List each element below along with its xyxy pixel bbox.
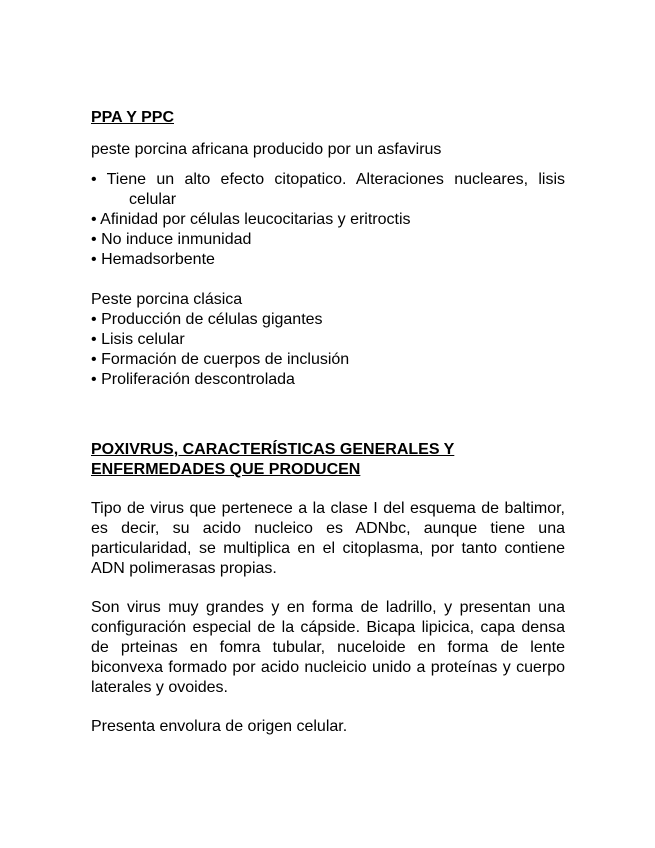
list-item: [91, 370, 565, 390]
list-item-text: Lisis celular: [101, 331, 185, 348]
list-item-text: Tiene un alto efecto citopatico. Alteraciones nucleares, lisis celular: [106, 171, 565, 208]
poxvirus-paragraph-classification: Tipo de virus que pertenece a la clase I del esquema de baltimor, es decir, su acido nucleico es ADNbc, aunque tiene una particularidad, se multiplica en el citoplasma, por tanto contiene ADN polimerasas propias.: [91, 500, 565, 577]
csf-characteristics-list: [91, 310, 565, 390]
section-heading-ppa-ppc: PPA Y PPC: [91, 109, 174, 126]
bullet-marker: •: [91, 331, 97, 348]
list-item: [91, 210, 565, 230]
csf-title-text: Peste porcina clásica: [91, 291, 243, 308]
list-item: [91, 230, 565, 250]
bullet-marker: •: [91, 311, 97, 328]
list-item-text: Hemadsorbente: [101, 251, 215, 268]
bullet-marker: •: [91, 231, 97, 248]
bullet-marker: •: [91, 211, 97, 228]
bullet-marker: •: [91, 351, 97, 368]
bullet-marker: •: [91, 371, 97, 388]
asf-characteristics-list: [91, 170, 565, 270]
list-item: [91, 250, 565, 270]
list-item: [91, 350, 565, 370]
poxvirus-paragraph-morphology: Son virus muy grandes y en forma de ladrillo, y presentan una configuración especial de la cápside. Bicapa lipicica, capa densa de prteinas en fomra tubular, nuceloide en forma de lente biconvexa formado por acido nucleicio unido a proteínas y cuerpo laterales y ovoides.: [91, 599, 565, 696]
section-heading-poxvirus: POXIVRUS, CARACTERÍSTICAS GENERALES Y ENFERMEDADES QUE PRODUCEN: [91, 441, 455, 478]
document-page: [91, 108, 565, 737]
bullet-marker: •: [91, 251, 97, 268]
bullet-marker: •: [91, 171, 97, 188]
asf-intro-text: peste porcina africana producido por un asfavirus: [91, 141, 442, 158]
list-item: [91, 170, 565, 210]
list-item-text: No induce inmunidad: [101, 231, 252, 248]
list-item-text: Formación de cuerpos de inclusión: [101, 351, 350, 368]
poxvirus-paragraph-envelope: Presenta envolura de origen celular.: [91, 718, 348, 735]
list-item-text: Afinidad por células leucocitarias y eritroctis: [100, 211, 411, 228]
list-item: [91, 310, 565, 330]
list-item: [91, 330, 565, 350]
list-item-text: Producción de células gigantes: [101, 311, 323, 328]
list-item-text: Proliferación descontrolada: [101, 371, 295, 388]
